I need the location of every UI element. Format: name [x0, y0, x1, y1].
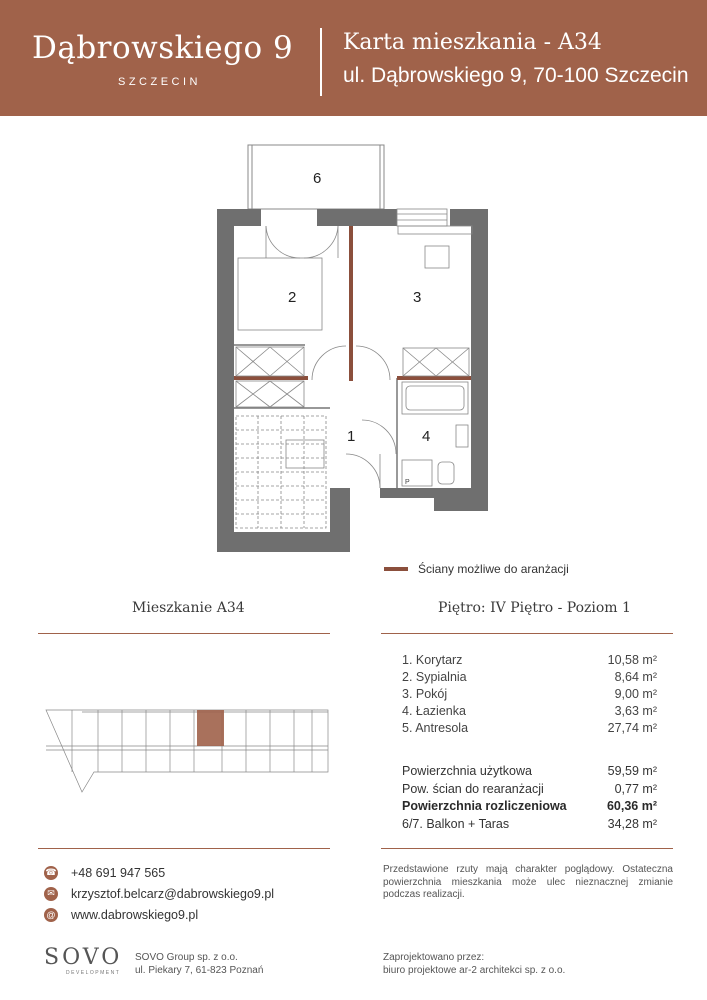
summary-row [402, 763, 657, 781]
phone-number[interactable]: +48 691 947 565 [71, 865, 166, 880]
summary-value: 34,28 m² [607, 816, 657, 831]
designer-label: Zaprojektowano przez: [383, 952, 485, 963]
room-row [402, 652, 657, 669]
desk [425, 246, 449, 268]
room-label-2: 2 [288, 289, 297, 306]
summary-label: Powierzchnia rozliczeniowa [402, 799, 567, 813]
designer-name: biuro projektowe ar-2 architekci sp. z o.o. [383, 964, 566, 976]
balcony-doors [266, 226, 338, 258]
bathroom-fixtures [402, 382, 468, 486]
rearrangeable-walls [234, 226, 471, 381]
room-row [402, 720, 657, 737]
web-icon: @ [44, 908, 58, 922]
summary-label: Powierzchnia użytkowa [402, 764, 532, 778]
interior-doors [312, 346, 396, 488]
summary-value: 59,59 m² [607, 764, 657, 778]
contact-divider [38, 848, 330, 849]
legend-text: Ściany możliwe do aranżacji [418, 562, 569, 576]
email-link[interactable]: krzysztof.belcarz@dabrowskiego9.pl [71, 886, 275, 901]
parking-mark: P [405, 479, 410, 486]
summary-value: 0,77 m² [614, 781, 657, 796]
disclaimer: Przedstawione rzuty mają charakter poglądowy. Ostateczna powierzchnia mieszkania może ulec nieznacznej zmianie podczas realizacji. [383, 864, 673, 900]
sovo-logo-sub: DEVELOPMENT [66, 970, 121, 976]
room-area: 10,58 m² [607, 653, 657, 667]
summary-label: 6/7. Balkon + Taras [402, 816, 510, 831]
contact-info [44, 862, 274, 925]
room-row [402, 686, 657, 703]
summary-label: Pow. ścian do rearanżacji [402, 781, 544, 796]
room-label-3: 3 [413, 289, 422, 306]
contact-phone[interactable] [44, 862, 274, 883]
disclaimer-divider [381, 848, 673, 849]
room-label-1: 1 [347, 428, 356, 445]
building-key-plan [42, 702, 332, 794]
room-row [402, 669, 657, 686]
bed [238, 258, 322, 330]
stairs [236, 416, 326, 528]
room-area: 3,63 m² [614, 704, 657, 718]
header [0, 0, 707, 116]
legend-swatch [384, 567, 408, 571]
page-title: Karta mieszkania - A34 [343, 30, 602, 55]
room-name: 1. Korytarz [402, 653, 463, 667]
shelf [398, 226, 472, 234]
apartment-heading: Mieszkanie A34 [132, 600, 245, 616]
room-name: 4. Łazienka [402, 704, 466, 718]
summary-row-billing [402, 798, 657, 816]
room-label-6: 6 [313, 170, 322, 187]
floor-plan [0, 130, 707, 560]
company-info [135, 952, 263, 977]
sovo-logo: SOVO [44, 945, 123, 970]
phone-icon: ☎ [44, 866, 58, 880]
summary-value: 60,36 m² [606, 799, 657, 813]
company-name: SOVO Group sp. z o.o. [135, 952, 238, 963]
brand-name: Dąbrowskiego 9 [32, 30, 294, 66]
room-area: 9,00 m² [614, 687, 657, 701]
room-label-4: 4 [422, 428, 431, 445]
email-icon: ✉ [44, 887, 58, 901]
page-address: ul. Dąbrowskiego 9, 70-100 Szczecin [343, 64, 689, 87]
room-row [402, 703, 657, 720]
summary-row [402, 781, 657, 799]
windows [397, 209, 447, 226]
room-name: 2. Sypialnia [402, 670, 467, 684]
apartment-divider [38, 633, 330, 634]
room-area: 27,74 m² [607, 721, 657, 735]
company-address: ul. Piekary 7, 61-823 Poznań [135, 964, 264, 976]
room-area: 8,64 m² [614, 670, 657, 684]
brand-city: SZCZECIN [118, 76, 201, 88]
summary-row [402, 816, 657, 834]
room-list [402, 652, 657, 737]
area-summary [402, 763, 657, 833]
contact-email[interactable] [44, 883, 274, 904]
designer-info [383, 952, 565, 977]
room-name: 5. Antresola [402, 721, 469, 735]
highlighted-apartment [197, 710, 224, 746]
floor-divider [381, 633, 673, 634]
contact-website[interactable] [44, 904, 274, 925]
legend [384, 562, 569, 576]
floor-heading: Piętro: IV Piętro - Poziom 1 [438, 600, 631, 616]
room-name: 3. Pokój [402, 687, 448, 701]
header-divider [320, 28, 322, 96]
website-link[interactable]: www.dabrowskiego9.pl [71, 907, 199, 922]
